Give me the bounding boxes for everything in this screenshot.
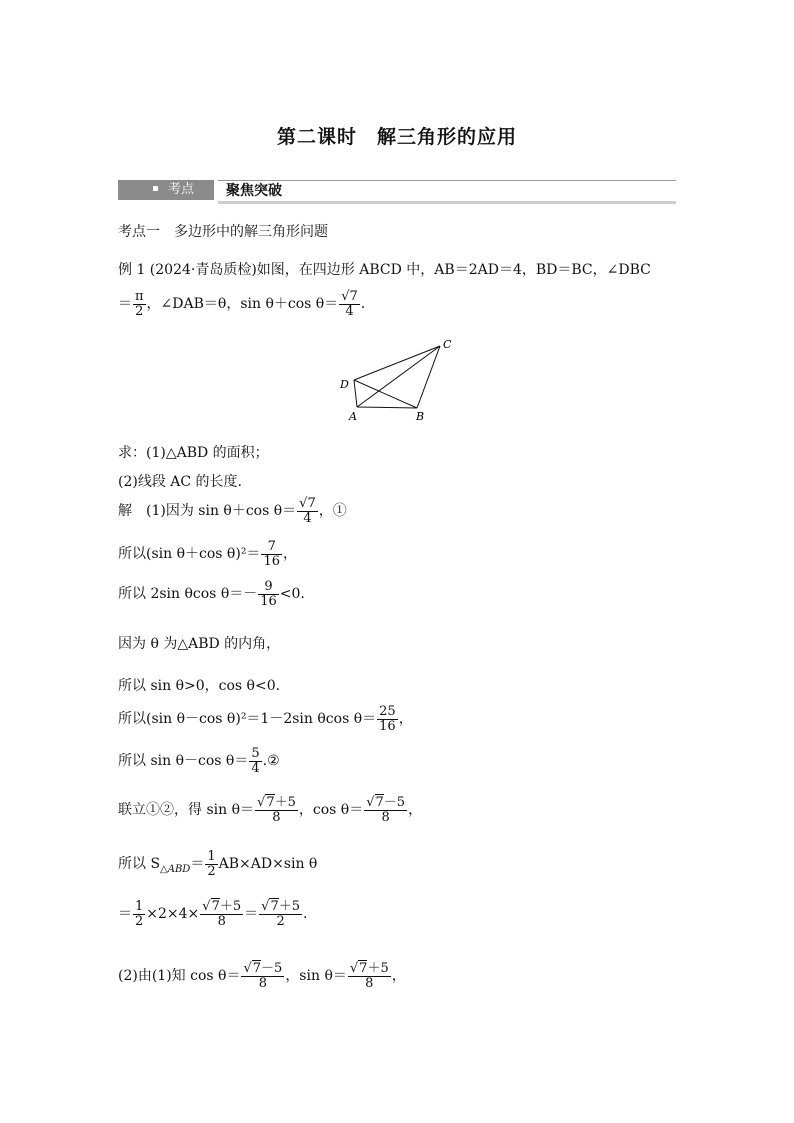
- text: .: [360, 296, 366, 313]
- text: <0.: [279, 586, 305, 603]
- text: ，sin θ＝: [285, 968, 347, 985]
- fraction: [297, 497, 318, 525]
- numerator: √7－5: [366, 795, 406, 810]
- section-banner: [118, 180, 676, 202]
- numerator: √7－5: [243, 961, 283, 976]
- denominator: 16: [263, 553, 280, 569]
- radicand: 7: [252, 961, 262, 976]
- fraction: [348, 962, 391, 990]
- fraction: [205, 850, 217, 878]
- numerator: √7＋5: [261, 899, 301, 914]
- text: 所以 sin θ－cos θ＝: [118, 753, 249, 770]
- quadrilateral-figure: [330, 335, 460, 425]
- fraction: [259, 900, 302, 928]
- denominator: 4: [303, 510, 312, 526]
- radicand: 7: [266, 795, 275, 810]
- numerator: 5: [251, 746, 260, 761]
- solution-line-3: [118, 580, 305, 608]
- solution-line-1: [118, 497, 347, 525]
- text: AB×AD×sin θ: [218, 856, 318, 873]
- solution-line-11: [118, 962, 406, 990]
- solution-line-9: [118, 850, 317, 878]
- solution-line-10: [118, 900, 307, 928]
- text: ＋5: [278, 899, 301, 914]
- text: 解 (1)因为 sin θ＋cos θ＝: [118, 503, 297, 520]
- denominator: 2: [135, 303, 144, 319]
- text: ，①: [318, 503, 347, 520]
- numerator: 1: [207, 849, 216, 864]
- label-b: B: [416, 410, 425, 423]
- banner-tag-label: 考点: [168, 182, 195, 197]
- numerator: 7: [261, 540, 282, 555]
- text: ＝: [118, 296, 132, 313]
- denominator: 16: [260, 593, 277, 609]
- text: ＋5: [219, 899, 242, 914]
- text: ，: [282, 546, 297, 563]
- denominator: 8: [381, 809, 390, 825]
- denominator: 2: [135, 913, 144, 929]
- denominator: 8: [258, 975, 268, 991]
- fraction: [255, 796, 298, 824]
- text: .②: [262, 753, 280, 770]
- fraction: [200, 900, 243, 928]
- denominator: 8: [217, 913, 226, 929]
- radicand: 7: [359, 961, 368, 976]
- numerator: √7: [341, 289, 358, 304]
- fraction: [364, 796, 407, 824]
- solution-line-7: [118, 747, 280, 775]
- text: ，: [408, 802, 423, 819]
- text: ＝: [190, 856, 205, 873]
- fraction-pi-2: [133, 290, 146, 318]
- figure-lines: [354, 346, 440, 408]
- text: ＝: [244, 906, 259, 923]
- text: ，cos θ＝: [298, 802, 364, 819]
- text: 所以 S: [118, 856, 161, 873]
- denominator: 8: [365, 975, 374, 991]
- numerator: √7＋5: [257, 795, 296, 810]
- label-d: D: [340, 378, 349, 391]
- solution-line-8: [118, 796, 422, 824]
- numerator: √7＋5: [202, 899, 242, 914]
- numerator: π: [135, 289, 144, 304]
- numerator: 1: [135, 899, 144, 914]
- radicand: 7: [211, 899, 220, 914]
- text: ，∠DAB＝θ，sin θ＋cos θ＝: [146, 296, 339, 313]
- numerator: √7: [299, 496, 316, 511]
- denominator: 2: [207, 863, 216, 879]
- text: －5: [383, 795, 406, 810]
- radicand: 7: [375, 795, 384, 810]
- solution-line-6: [118, 705, 413, 733]
- section-heading: 考点一 多边形中的解三角形问题: [118, 224, 328, 240]
- segment-ac: [357, 346, 440, 407]
- segment-da: [354, 380, 357, 407]
- fraction: [258, 580, 279, 608]
- subscript: △ABD: [160, 863, 191, 875]
- question-2: (2)线段 AC 的长度.: [118, 474, 243, 490]
- example-line-1: 例 1 (2024·青岛质检)如图，在四边形 ABCD 中，AB＝2AD＝4，BD＝BC，∠DBC: [118, 262, 651, 278]
- fraction: [241, 962, 284, 990]
- banner-heading: 聚焦突破: [218, 180, 676, 204]
- text: 联立①②，得 sin θ＝: [118, 802, 255, 819]
- fraction-sqrt7-4: [339, 290, 360, 318]
- numerator: √7＋5: [349, 961, 389, 976]
- page-title: 第二课时 解三角形的应用: [276, 126, 517, 148]
- text: ＝: [118, 906, 132, 923]
- example-line-2: [118, 290, 365, 318]
- text: ＋5: [367, 961, 389, 976]
- segment-cb: [417, 346, 440, 408]
- denominator: 4: [345, 303, 354, 319]
- numerator: 9: [258, 580, 279, 595]
- fraction: [249, 747, 261, 775]
- label-a: A: [349, 410, 357, 423]
- denominator: 4: [251, 760, 260, 776]
- text: ＋5: [274, 795, 296, 810]
- banner-tag: [118, 180, 214, 200]
- text: 所以(sin θ＋cos θ)²＝: [118, 546, 261, 563]
- segment-bd: [354, 380, 417, 408]
- denominator: 2: [276, 913, 285, 929]
- segment-ab: [357, 407, 417, 408]
- fraction: [377, 705, 398, 733]
- bullet-icon: [153, 186, 158, 191]
- solution-line-2: [118, 540, 297, 568]
- fraction: [261, 540, 282, 568]
- denominator: 8: [272, 809, 281, 825]
- text: ，: [391, 968, 406, 985]
- label-c: C: [443, 338, 452, 351]
- text: 所以(sin θ－cos θ)²＝1－2sin θcos θ＝: [118, 711, 377, 728]
- numerator: 25: [379, 704, 396, 719]
- fraction: [133, 900, 145, 928]
- denominator: 16: [379, 718, 396, 734]
- text: ，: [398, 711, 413, 728]
- radicand: 7: [270, 899, 279, 914]
- question-1: 求：(1)△ABD 的面积；: [118, 445, 269, 461]
- text: (2)由(1)知 cos θ＝: [118, 968, 241, 985]
- text: .: [303, 906, 308, 923]
- solution-line-5: 所以 sin θ>0，cos θ<0.: [118, 678, 281, 694]
- text: ×2×4×: [146, 906, 200, 923]
- text: 所以 2sin θcos θ＝－: [118, 586, 258, 603]
- segment-dc: [354, 346, 440, 380]
- solution-line-4: 因为 θ 为△ABD 的内角，: [118, 636, 281, 652]
- text: －5: [261, 961, 283, 976]
